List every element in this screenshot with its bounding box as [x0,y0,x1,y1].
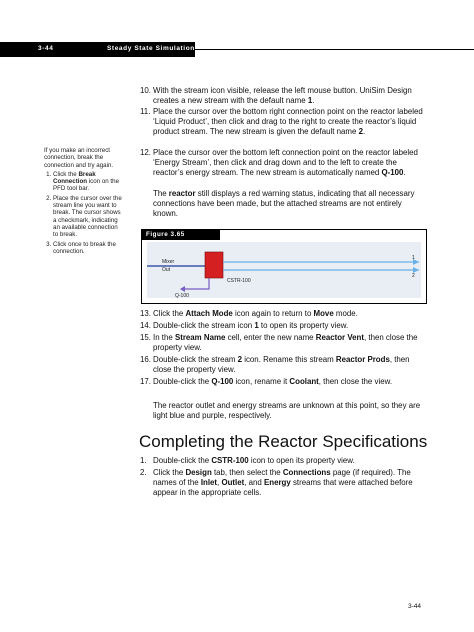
outlet-streams-note: The reactor outlet and energy streams are unknown at this point, so they are light blue and purple, respectively. [153,401,421,420]
step-number: 17. [140,377,151,386]
sidebar-steps [44,171,122,255]
feed-label-1: Mixer [162,259,175,265]
step-text: Place the cursor over the bottom left connection point on the reactor labeled ‘Energy Stream’, then click and drag down and to the left to create the reactor’s energy stream. The new stream is automatically named Q-100. [153,148,418,177]
step-15 [140,333,425,353]
step-number: 2. [140,468,147,477]
step-number: 14. [140,321,151,330]
step-text: Double-click the stream 2 icon. Rename this stream Reactor Prods, then close the property view. [153,355,410,374]
step-12 [140,148,425,178]
step-text: Place the cursor over the bottom right connection point on the reactor labeled ‘Liquid Product’, then click and drag to the right to create the reactor’s liquid product stream. The new stream is given the default name 2. [153,107,423,136]
stream-2-label: 2 [412,273,415,279]
header-tab [0,42,195,57]
sidebar-step: 3. Click once to break the connection. [53,241,122,256]
step-10 [140,86,425,106]
step-text: Double-click the Q-100 icon, rename it Coolant, then close the view. [153,377,393,386]
step-text: Double-click the CSTR-100 icon to open its property view. [153,456,355,465]
sidebar-step: 2. Place the cursor over the stream line you want to break. The cursor shows a checkmark, indicating an available connection to break. [53,195,122,239]
step-number: 13. [140,309,151,318]
section-title: Completing the Reactor Specifications [139,432,428,451]
step-14 [140,321,425,331]
pfd-diagram [147,242,421,298]
reactor-status-note: The reactor still displays a red warning status, indicating that all necessary connections have been made, but the attached streams are not entirely known. [153,189,415,218]
reactor-label: CSTR-100 [227,278,251,284]
feed-label-2: Out [162,267,171,273]
figure-label: Figure 3.65 [142,230,220,240]
sidebar-tip [44,147,122,257]
step-16 [140,355,425,375]
energy-arrow-icon [180,286,185,292]
step-number: 10. [140,86,151,95]
step-text: Double-click the stream icon 1 to open its property view. [153,321,349,330]
step-text: Click the Attach Mode icon again to return to Move mode. [153,309,358,318]
energy-label: Q-100 [175,293,189,298]
step-text: Click the Design tab, then select the Connections page (if required). The names of the Inlet, Outlet, and Energy streams that were attached before appear in the appropriate cells. [153,468,413,497]
header-page-number: 3-44 [38,45,54,52]
step-13 [140,309,425,319]
sidebar-intro: If you make an incorrect connection, break the connection and try again. [44,147,114,169]
step-17 [140,377,425,387]
step-c-1 [140,456,425,466]
step-number: 1. [140,456,147,465]
step-number: 16. [140,355,151,364]
pfd-canvas [147,242,421,298]
energy-stream-line[interactable] [181,278,209,289]
step-number: 12. [140,148,151,157]
step-text: In the Stream Name cell, enter the new name Reactor Vent, then close the property view. [153,333,418,352]
sidebar-step: 1. Click the Break Connection icon on the PFD tool bar. [53,171,122,193]
step-number: 11. [140,107,151,116]
stream-1-label: 1 [412,255,415,261]
footer-page-number: 3-44 [408,603,422,610]
step-11 [140,107,425,137]
header-title: Steady State Simulation [107,45,195,52]
step-text: With the stream icon visible, release the left mouse button. UniSim Design creates a new stream with the default name 1. [153,86,412,105]
step-c-2 [140,468,425,498]
header-rule [195,49,474,50]
step-number: 15. [140,333,151,342]
figure-3-65 [141,229,427,304]
reactor-icon[interactable] [205,252,223,278]
